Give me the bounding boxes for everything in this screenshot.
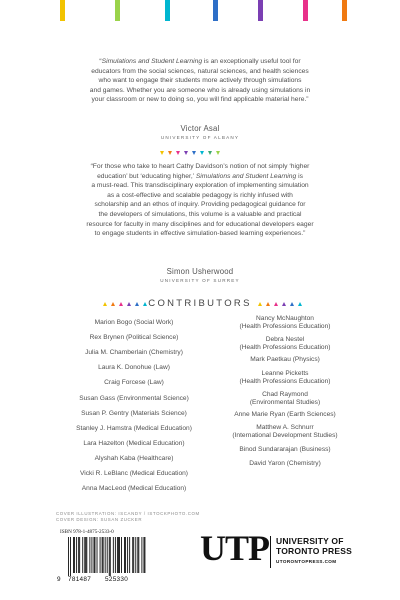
barcode-bar	[103, 537, 104, 573]
contributor-entry: Susan P. Gentry (Materials Science)	[81, 409, 187, 417]
barcode-bar	[95, 537, 96, 573]
quote-affiliation: UNIVERSITY OF SURREY	[160, 278, 240, 283]
barcode-bar	[109, 537, 110, 576]
barcode-bar	[119, 537, 120, 573]
barcode-bar	[97, 537, 98, 573]
barcode-bar	[143, 537, 144, 573]
color-stripe	[258, 0, 263, 21]
barcode-bar	[68, 537, 69, 576]
color-stripe	[213, 0, 218, 21]
contributor-line: Matthew A. Schnurr	[256, 424, 314, 431]
barcode-bar	[102, 537, 103, 573]
color-stripe	[165, 0, 170, 21]
barcode-bar	[145, 537, 146, 573]
triangle-icon	[160, 151, 164, 155]
publisher-name-line: UNIVERSITY OF	[276, 536, 344, 546]
quote-line: “For those who take to heart Cathy Davidson’s notion of not simply ‘higher	[90, 163, 310, 170]
color-stripes	[0, 0, 400, 22]
triangle-icon	[266, 302, 270, 306]
contributor-line: (International Development Studies)	[232, 431, 338, 439]
utp-logo-letters: UTP	[200, 528, 269, 568]
review-quote-1	[47, 57, 353, 105]
contributor-line: (Health Professions Education)	[239, 322, 331, 330]
book-title-ref: Simulations and Student Learning	[101, 58, 203, 65]
quote-line: resource for faculty in many disciplines and for educational developers eager	[86, 220, 314, 228]
barcode-bar	[110, 537, 111, 576]
contributor-entry	[210, 424, 360, 439]
contributor-entry: Rex Brynen (Political Science)	[89, 334, 179, 342]
quote-open-mark: “	[99, 58, 102, 65]
triangle-icon	[290, 302, 294, 306]
quote-line: is an exceptionally useful tool for	[202, 58, 301, 65]
barcode-bar	[137, 537, 138, 573]
contributor-line: Anne Marie Ryan (Earth Sciences)	[234, 411, 336, 418]
cover-credits	[56, 511, 200, 523]
triangle-icon	[184, 151, 188, 155]
barcode-bar	[138, 537, 139, 573]
contributor-entry: Alyshah Kaba (Healthcare)	[94, 454, 174, 462]
contributor-line: Leanne Picketts	[261, 370, 309, 377]
barcode-bar	[125, 537, 126, 573]
contributor-entry: Julia M. Chamberlain (Chemistry)	[85, 349, 183, 357]
logo-divider	[270, 536, 271, 568]
contributor-entry: Anna MacLeod (Medical Education)	[81, 485, 187, 493]
color-stripe	[342, 0, 347, 21]
triangle-divider	[160, 151, 220, 155]
barcode-bar	[135, 537, 136, 573]
quote-line: and games. Whether you are someone who is already using simulations in	[89, 86, 311, 94]
barcode-group-2: 525330	[105, 576, 129, 583]
barcode-bar	[76, 537, 77, 573]
barcode-bar	[107, 537, 108, 573]
color-stripe	[60, 0, 65, 21]
publisher-url: UTORONTOPRESS.COM	[276, 559, 337, 564]
contributor-line: Debra Nestel	[265, 336, 305, 343]
quote-line: the developers of simulations, this volume is a valuable and practical	[98, 210, 302, 218]
barcode-bar	[121, 537, 122, 573]
barcode-bars	[60, 537, 146, 577]
triangle-icon	[216, 151, 220, 155]
quote-line: educators from the social sciences, natural sciences, and health sciences	[91, 67, 309, 75]
contributor-entry: Susan Gass (Environmental Science)	[79, 394, 189, 402]
triangle-icon	[168, 151, 172, 155]
barcode-bar	[78, 537, 79, 573]
contributor-line: (Environmental Studies)	[249, 398, 321, 406]
contributor-line: (Health Professions Education)	[239, 377, 331, 385]
quote-author: Victor Asal	[180, 124, 220, 133]
publisher-name	[276, 536, 352, 556]
barcode-bar	[124, 537, 125, 573]
contributor-line: Mark Paetkau (Physics)	[250, 356, 320, 363]
contributor-line: Nancy McNaughton	[256, 315, 314, 322]
barcode-bar	[115, 537, 116, 573]
barcode-bar	[133, 537, 134, 573]
color-stripe	[303, 0, 308, 21]
triangle-icon	[208, 151, 212, 155]
contributor-entry	[210, 336, 360, 351]
contributor-entry	[210, 411, 360, 419]
triangle-divider-right	[258, 302, 302, 306]
triangle-icon	[176, 151, 180, 155]
triangle-icon	[298, 302, 302, 306]
contributor-entry	[210, 391, 360, 406]
barcode-bar	[118, 537, 119, 573]
quote-line: is	[296, 172, 303, 180]
contributor-entry: Lara Hazelton (Medical Education)	[83, 439, 185, 447]
quote-line: who want to engage their students more actively through simulations	[98, 77, 302, 85]
review-quote-2	[44, 162, 356, 239]
isbn-label: ISBN 978-1-4875-2533-0	[60, 529, 114, 535]
quote-line: as a cost-effective and scalable pedagogy is richly infused with	[107, 191, 293, 199]
barcode-bar	[70, 537, 71, 576]
barcode-bar	[94, 537, 95, 573]
barcode-bar	[82, 537, 83, 573]
quote-line: your classroom or new to doing so, you will find applicable material here.”	[91, 96, 309, 104]
contributor-entry: Vicki R. LeBlanc (Medical Education)	[80, 470, 188, 477]
barcode-bar	[113, 537, 114, 573]
quote-affiliation: UNIVERSITY OF ALBANY	[160, 135, 240, 140]
barcode-bar	[73, 537, 74, 573]
barcode-bar	[105, 537, 106, 573]
contributor-entry: Stanley J. Hamstra (Medical Education)	[76, 424, 192, 432]
quote-line: a must-read. This transdisciplinary exploration of implementing simulation	[91, 182, 309, 190]
barcode-bar	[86, 537, 87, 573]
contributor-line: David Yaron (Chemistry)	[249, 460, 321, 467]
barcode-bar	[132, 537, 133, 573]
triangle-icon	[282, 302, 286, 306]
barcode-bar	[100, 537, 101, 573]
publisher-name-line: TORONTO PRESS	[276, 546, 352, 556]
barcode-bar	[79, 537, 80, 573]
contributor-line: Binod Sundararajan (Business)	[239, 446, 331, 453]
contributor-entry: Laura K. Donohue (Law)	[98, 364, 170, 372]
barcode-bar	[74, 537, 75, 573]
barcode-bar	[89, 537, 90, 573]
barcode-bar	[85, 537, 86, 573]
quote-line: scholarship and an ethos of inquiry. Providing pedagogical guidance for	[94, 201, 306, 209]
barcode-bar	[141, 537, 142, 573]
contributors-heading: CONTRIBUTORS	[148, 298, 252, 309]
barcode-bar	[84, 537, 85, 573]
barcode-prefix: 9	[57, 576, 61, 583]
contributor-entry: Marion Bogo (Social Work)	[94, 319, 174, 326]
triangle-icon	[200, 151, 204, 155]
contributor-entry	[210, 460, 360, 468]
barcode-bar	[117, 537, 118, 573]
book-title-ref: Simulations and Student Learning	[195, 172, 297, 180]
barcode-bar	[129, 537, 130, 573]
triangle-icon	[192, 151, 196, 155]
triangle-icon	[258, 302, 262, 306]
illustration-credit: COVER ILLUSTRATION: ISCANDY / ISTOCKPHOTO.COM	[56, 511, 200, 516]
contributor-entry	[210, 446, 360, 454]
contributor-entry	[210, 370, 360, 385]
barcode-bar	[91, 537, 92, 573]
contributor-line: Chad Raymond	[262, 391, 308, 398]
contributor-line: (Health Professions Education)	[239, 343, 331, 351]
contributor-entry: Craig Forcese (Law)	[104, 379, 164, 387]
color-stripe	[115, 0, 120, 21]
quote-line: to engage students in effective simulation-based learning experiences.”	[94, 230, 306, 238]
design-credit: COVER DESIGN: SUSAN ZUCKER	[56, 517, 143, 522]
contributor-entry	[210, 356, 360, 364]
triangle-icon	[274, 302, 278, 306]
contributor-entry	[210, 315, 360, 330]
isbn-barcode	[57, 528, 148, 587]
barcode-group-1: 781487	[68, 576, 92, 583]
quote-author: Simon Usherwood	[166, 267, 234, 276]
barcode-bar	[127, 537, 128, 573]
quote-line: education’ but ‘educating higher,’	[97, 172, 196, 180]
